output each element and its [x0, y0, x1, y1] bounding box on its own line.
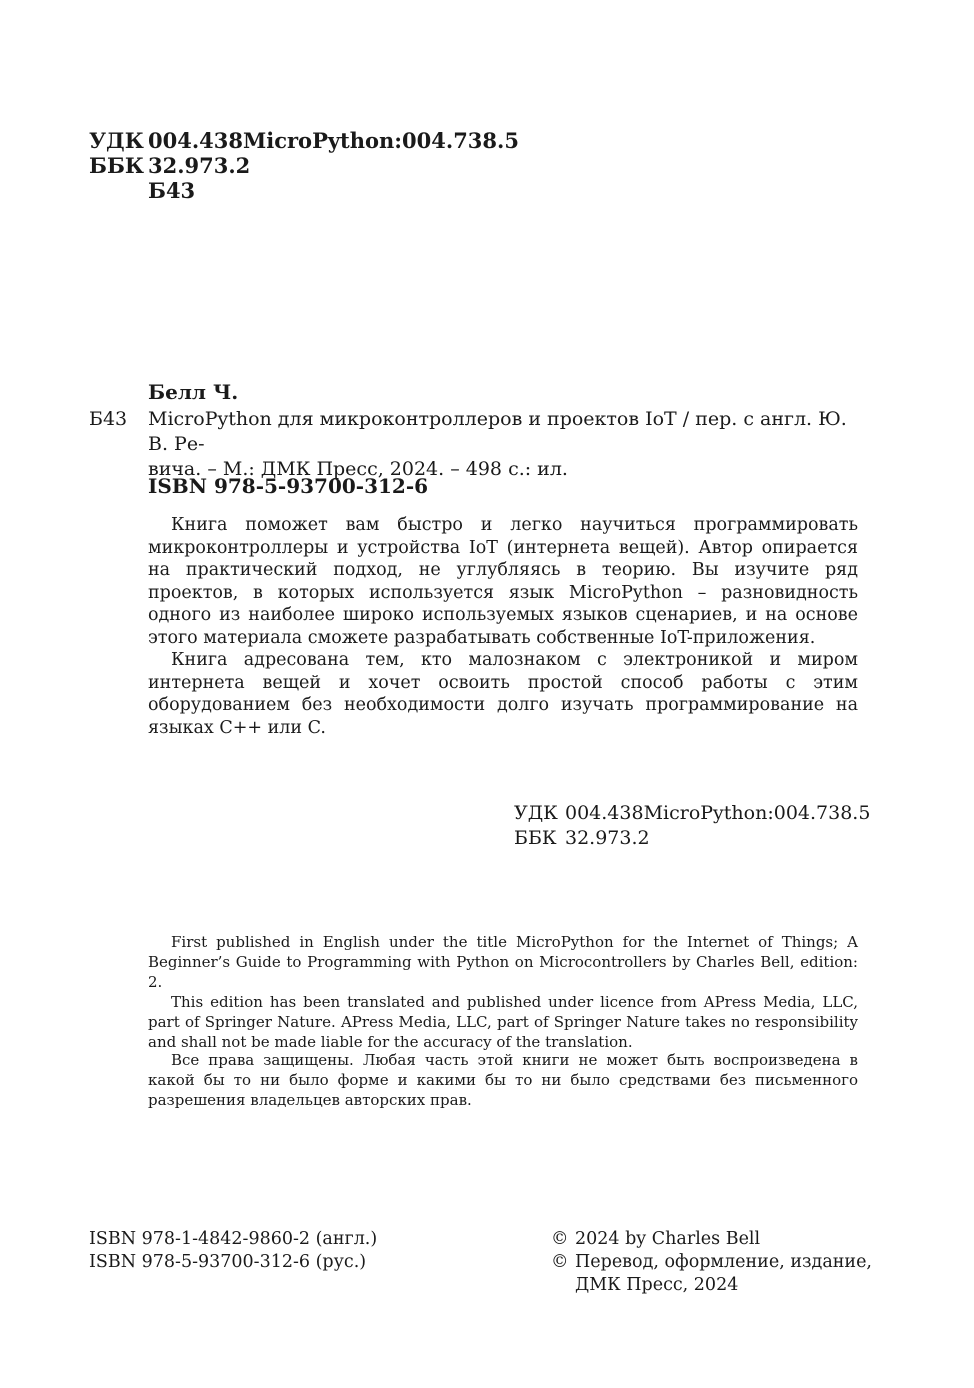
biblio-line-2: вича. – М.: ДМК Пресс, 2024. – 498 с.: ил.: [148, 458, 568, 480]
copyright-line-2: Перевод, оформление, издание,: [575, 1252, 872, 1272]
bbk-label: ББК: [514, 827, 557, 849]
copyright-symbol: ©: [551, 1252, 569, 1272]
biblio-code: Б43: [89, 408, 128, 430]
annotation-paragraph: Книга адресована тем, кто малознаком с электроникой и миром интернета вещей и хочет освоить простой способ работы с этим оборудованием без необходимости долго изучать программирование на языках C++ или C.: [148, 650, 858, 738]
udc-line: [89, 128, 519, 153]
udc-value: 004.438MicroPython:004.738.5: [565, 802, 871, 824]
author-name: Белл Ч.: [148, 380, 239, 404]
bbk-label: ББК: [89, 153, 144, 178]
copyright-block: [551, 1228, 871, 1297]
annotation: [148, 514, 858, 739]
copyright-line-1: 2024 by Charles Bell: [575, 1229, 761, 1249]
bbk-value: 32.973.2: [148, 153, 251, 178]
english-publication-note: [148, 932, 858, 1052]
udc-label: УДК: [514, 802, 558, 824]
copyright-symbol: ©: [551, 1229, 569, 1249]
bibliographic-record: [89, 407, 859, 482]
isbn-english: ISBN 978-1-4842-9860-2 (англ.): [89, 1229, 378, 1249]
english-note-paragraph: First published in English under the title MicroPython for the Internet of Things; A Beginner’s Guide to Programming with Python on Microcontrollers by Charles Bell, edition: 2.: [148, 933, 858, 991]
rights-paragraph: Все права защищены. Любая часть этой книги не может быть воспроизведена в какой бы то ни было форме и какими бы то ни было средствами без письменного разрешения владельцев авторских прав.: [148, 1051, 858, 1109]
udc-value: 004.438MicroPython:004.738.5: [148, 128, 519, 153]
english-note-paragraph: This edition has been translated and published under licence from APress Media, LLC, part of Springer Nature. APress Media, LLC, part of Springer Nature takes no responsibility and shall not be made liable for the accuracy of the translation.: [148, 993, 858, 1051]
biblio-line-1: MicroPython для микроконтроллеров и проектов IoT / пер. с англ. Ю. В. Ре-: [148, 408, 847, 455]
isbn-russian: ISBN 978-5-93700-312-6 (рус.): [89, 1252, 367, 1272]
isbn-list: [89, 1228, 377, 1274]
bbk-line: [514, 826, 870, 851]
bbk-line: [89, 153, 519, 178]
annotation-paragraph: Книга поможет вам быстро и легко научиться программировать микроконтроллеры и устройства IoT (интернета вещей). Автор опирается на практический подход, не углубляясь в теорию. Вы изучите ряд проектов, в которых используется язык MicroPython – разновидность одного из наиболее широко используемых языков сценариев, и на основе этого материала сможете разрабатывать собственные IoT-приложения.: [148, 515, 858, 648]
classification-top: [89, 128, 519, 203]
isbn-main: ISBN 978-5-93700-312-6: [148, 474, 429, 498]
author-mark: Б43: [148, 178, 196, 203]
udc-line: [514, 801, 870, 826]
rights-notice: [148, 1050, 858, 1110]
copyright-line-3: ДМК Пресс, 2024: [575, 1275, 739, 1295]
udc-label: УДК: [89, 128, 144, 153]
author-mark-line: [89, 178, 519, 203]
bbk-value: 32.973.2: [565, 827, 650, 849]
classification-bottom: [514, 801, 870, 851]
